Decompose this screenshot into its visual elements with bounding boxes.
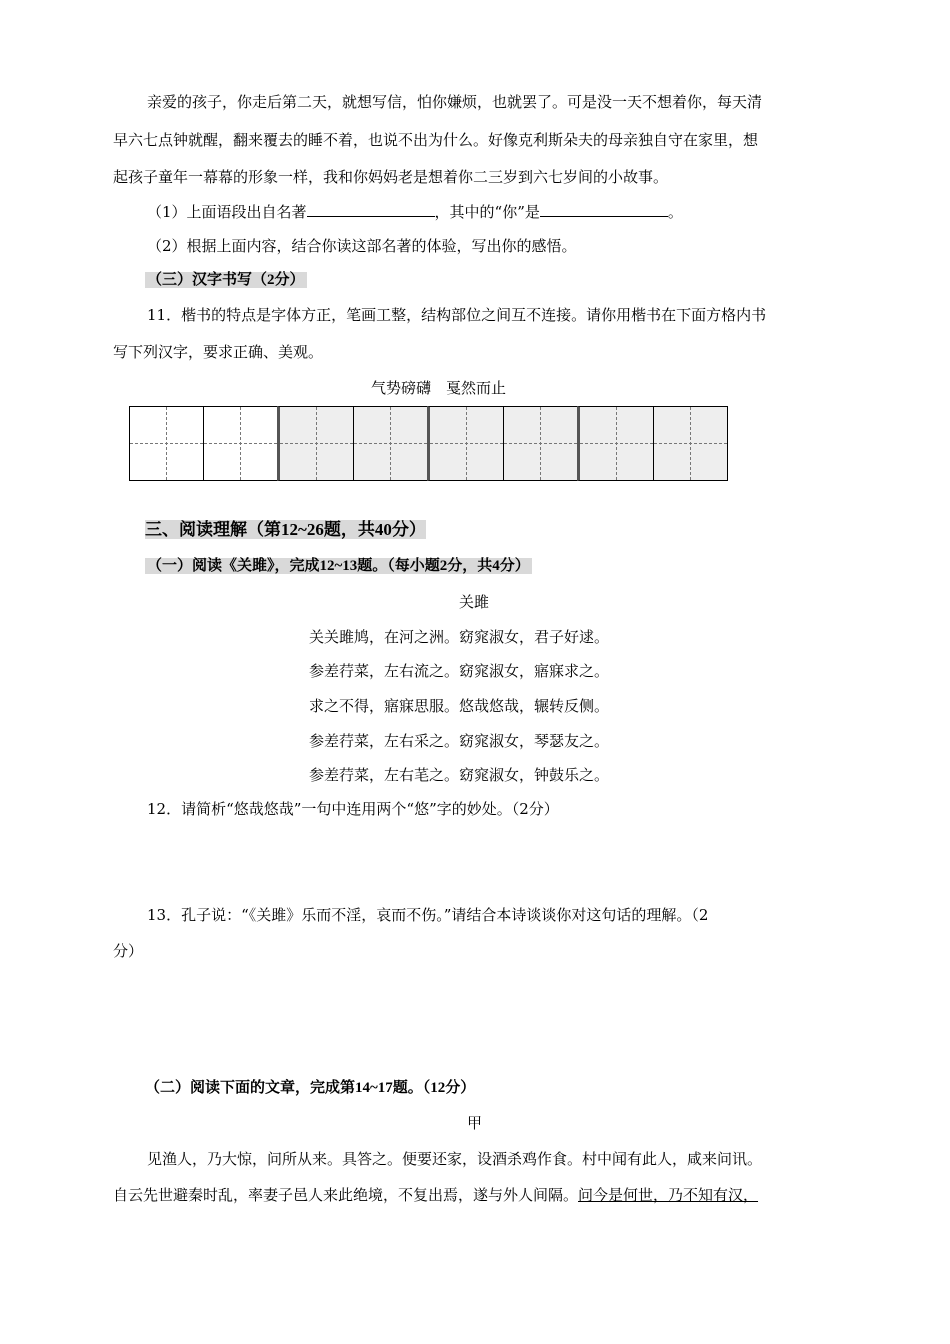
q13-line-2: 分）: [113, 942, 144, 960]
grid-cell[interactable]: [277, 406, 354, 481]
q10-sub1: [147, 202, 683, 222]
q12: 12．请简析“悠哉悠哉”一句中连用两个“悠”字的妙处。（2分）: [147, 800, 559, 818]
grid-cell[interactable]: [129, 406, 204, 481]
poem-line: 参差荇菜，左右采之。窈窕淑女，琴瑟友之。: [309, 732, 610, 750]
grid-cell[interactable]: [203, 406, 278, 481]
letter-line-1: 亲爱的孩子，你走后第二天，就想写信，怕你嫌烦，也就罢了。可是没一天不想着你，每天清: [147, 93, 763, 111]
grid-cell[interactable]: [353, 406, 428, 481]
q11-words: 气势磅礴 戛然而止: [371, 379, 507, 397]
reading2-heading: （二）阅读下面的文章，完成第14~17题。（12分）: [145, 1080, 476, 1096]
reading2-subtitle: 甲: [467, 1114, 483, 1132]
q11-line-2: 写下列汉字，要求正确、美观。: [113, 343, 324, 361]
passage-line-2-plain: 自云先世避秦时乱，率妻子邑人来此绝境，不复出焉，遂与外人间隔。: [113, 1186, 579, 1204]
passage-line-2-underlined: 问今是何世，乃不知有汉，: [578, 1186, 759, 1204]
part-reading-label: 三、阅读理解（第12~26题，共40分）: [145, 520, 426, 539]
grid-cell[interactable]: [427, 406, 504, 481]
q10-sub2: （2）根据上面内容，结合你读这部名著的体验，写出你的感悟。: [147, 237, 577, 255]
passage-line-1: 见渔人，乃大惊，问所从来。具答之。便要还家，设酒杀鸡作食。村中闻有此人，咸来问讯。: [147, 1150, 763, 1168]
poem-line: 参差荇菜，左右流之。窈窕淑女，寤寐求之。: [309, 662, 610, 680]
section-handwriting-heading: [145, 270, 307, 290]
letter-line-2: 早六七点钟就醒，翻来覆去的睡不着，也说不出为什么。好像克利斯朵夫的母亲独自守在家里，想: [113, 131, 759, 149]
poem-line: 参差荇菜，左右芼之。窈窕淑女，钟鼓乐之。: [309, 766, 610, 784]
passage-line-2: [113, 1185, 758, 1205]
q13-line-1: 13．孔子说：“《关雎》乐而不淫，哀而不伤。”请结合本诗谈谈你对这句话的理解。（2: [147, 906, 709, 924]
section-handwriting-label: （三）汉字书写（2分）: [147, 272, 305, 288]
poem-title: 关雎: [459, 593, 490, 611]
reading1-label: （一）阅读《关雎》，完成12~13题。（每小题2分，共4分）: [147, 558, 530, 574]
grid-cell[interactable]: [653, 406, 728, 481]
poem-line: 求之不得，寤寐思服。悠哉悠哉，辗转反侧。: [309, 697, 610, 715]
poem-line: 关关雎鸠，在河之洲。窈窕淑女，君子好逑。: [309, 628, 610, 646]
answer-blank-2[interactable]: [540, 202, 668, 217]
q11-line-1: 11．楷书的特点是字体方正，笔画工整，结构部位之间互不连接。请你用楷书在下面方格内书: [147, 306, 767, 324]
grid-cell[interactable]: [577, 406, 654, 481]
reading1-heading: [145, 556, 532, 576]
grid-cell[interactable]: [503, 406, 578, 481]
q10-sub1-prefix: （1）上面语段出自名著: [147, 203, 307, 221]
writing-grid: [130, 406, 728, 481]
letter-line-3: 起孩子童年一幕幕的形象一样，我和你妈妈老是想着你二三岁到六七岁间的小故事。: [113, 168, 669, 186]
answer-blank-1[interactable]: [307, 202, 435, 217]
part-reading-heading: [145, 520, 426, 540]
q10-sub1-suffix: 。: [667, 203, 683, 221]
q10-sub1-middle: ，其中的“你”是: [434, 203, 540, 221]
